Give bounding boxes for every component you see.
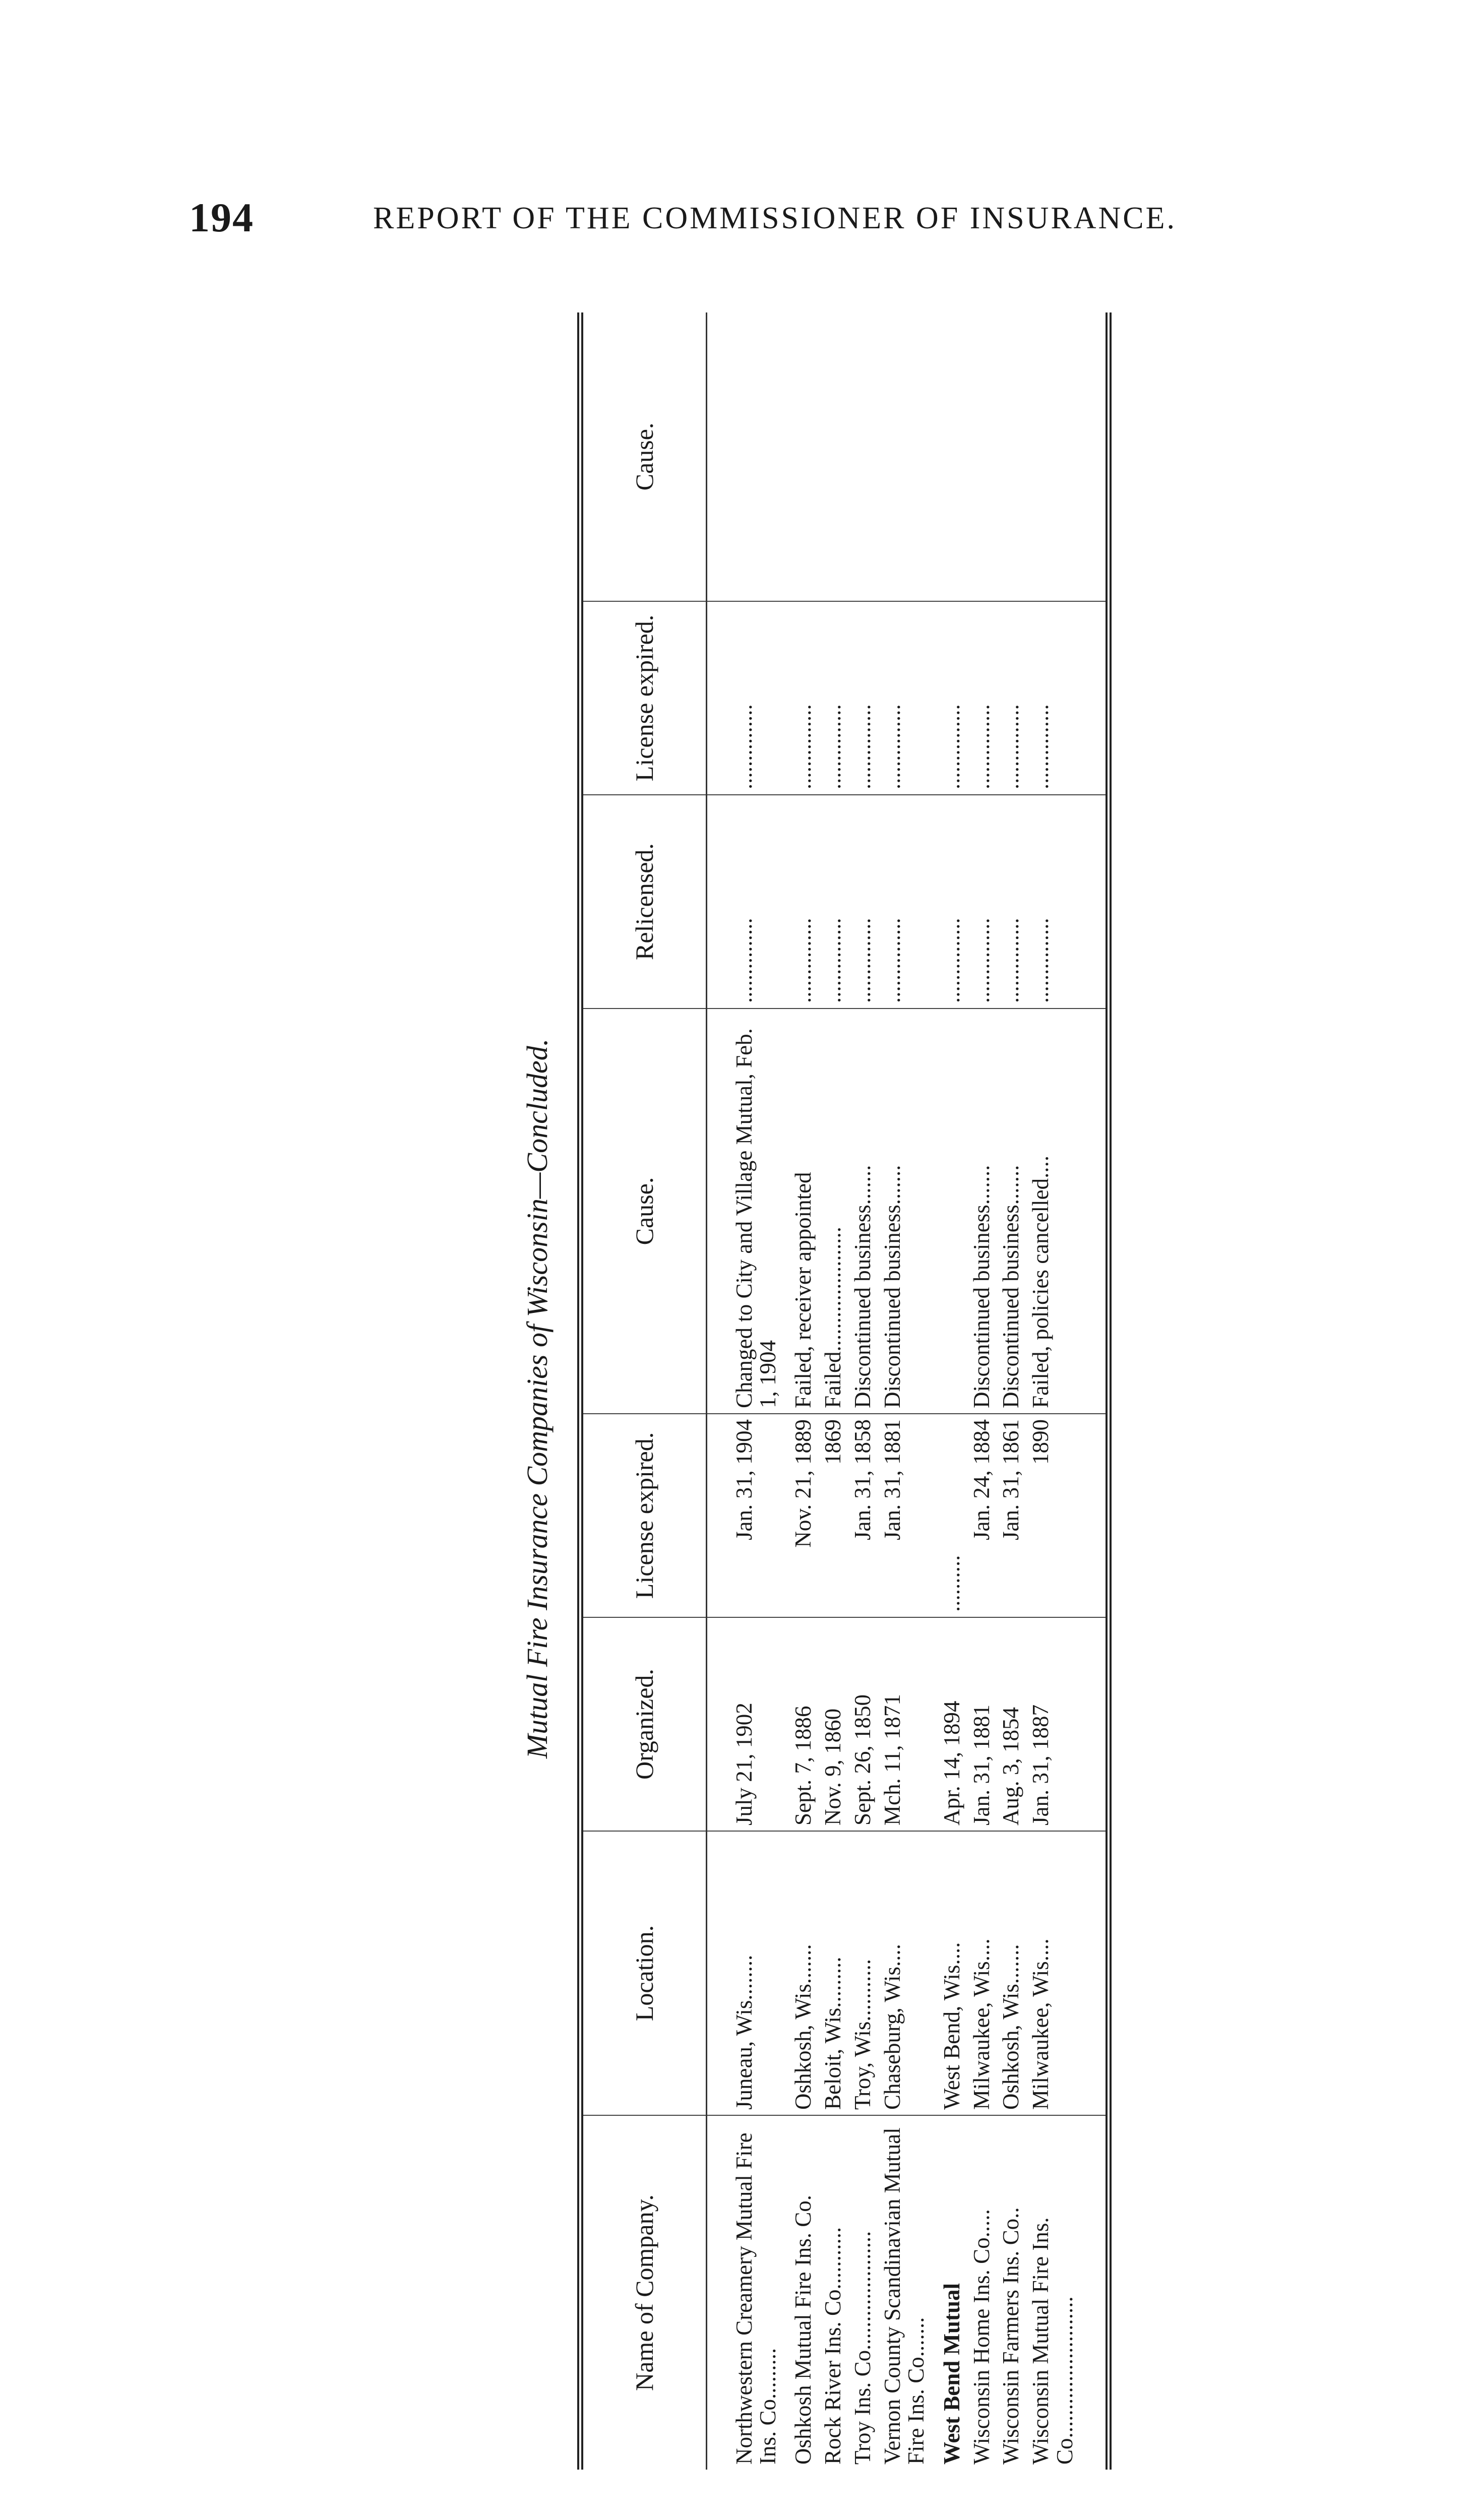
cell-cause-2 <box>999 312 1029 601</box>
table-row <box>999 312 1029 2470</box>
cell-cause-2 <box>732 312 792 601</box>
cell-expired: Jan. 24, 1884 <box>970 1414 1000 1617</box>
cell-name: Wisconsin Farmers Ins. Co.. <box>998 2207 1024 2465</box>
cell-relicensed: ............... <box>999 795 1029 1009</box>
cell-expired-2: ............... <box>999 601 1029 795</box>
rotated-table-block <box>521 328 1114 2470</box>
cell-cause: Discontinued business....... <box>851 1009 881 1414</box>
cell-location: Oshkosh, Wis....... <box>999 1831 1029 2115</box>
cell-organized: July 21, 1902 <box>732 1617 792 1831</box>
table-row <box>791 312 821 2470</box>
cell-cause: Discontinued business....... <box>970 1009 1000 1414</box>
cell-cause-2 <box>970 312 1000 601</box>
cell-expired-2: ............... <box>881 601 940 795</box>
col-location: Location. <box>580 1831 706 2115</box>
cell-relicensed: ............... <box>851 795 881 1009</box>
cell-relicensed: ............... <box>881 795 940 1009</box>
cell-cause: Failed, receiver appointed <box>791 1009 821 1414</box>
cell-expired-2: ............... <box>851 601 881 795</box>
running-title: REPORT OF THE COMMISSIONER OF INSURANCE. <box>373 201 1177 235</box>
cell-expired: Jan. 31, 1861 <box>999 1414 1029 1617</box>
cell-location: Oshkosh, Wis....... <box>791 1831 821 2115</box>
cell-expired-2: ............... <box>821 601 851 795</box>
cell-cause: Failed...................... <box>821 1009 851 1414</box>
cell-cause-2 <box>1029 312 1088 601</box>
col-cause-2: Cause. <box>580 312 706 601</box>
table-row <box>732 312 792 2470</box>
cell-name: Troy Ins. Co..................... <box>850 2231 876 2465</box>
cell-expired: 1890 <box>1029 1414 1088 1617</box>
table-spacer-row <box>706 312 732 2470</box>
cell-cause-2 <box>881 312 940 601</box>
cell-expired-2: ............... <box>1029 601 1088 795</box>
cell-relicensed: ............... <box>791 795 821 1009</box>
cell-cause: Discontinued business....... <box>999 1009 1029 1414</box>
cell-cause: Changed to City and Village Mutual, Feb. 1, 1904 <box>732 1009 792 1414</box>
cell-name: Oshkosh Mutual Fire Ins. Co. <box>790 2194 816 2465</box>
cell-expired: Jan. 31, 1858 <box>851 1414 881 1617</box>
cell-expired-2: ............... <box>791 601 821 795</box>
table-row <box>821 312 851 2470</box>
col-organized: Organized. <box>580 1617 706 1831</box>
col-relicensed: Relicensed. <box>580 795 706 1009</box>
cell-location: Juneau, Wis........ <box>732 1831 792 2115</box>
cell-organized: Sept. 7, 1886 <box>791 1617 821 1831</box>
cell-relicensed: ............... <box>821 795 851 1009</box>
col-cause: Cause. <box>580 1009 706 1414</box>
cell-name: Wisconsin Home Ins. Co..... <box>968 2209 994 2465</box>
page-number: 194 <box>189 195 254 240</box>
cell-name: Rock River Ins. Co........... <box>820 2227 846 2465</box>
cell-organized: Mch. 11, 1871 <box>881 1617 940 1831</box>
cell-relicensed: ............... <box>940 795 970 1009</box>
cell-cause-2 <box>821 312 851 601</box>
cell-cause-2 <box>940 312 970 601</box>
cell-location: West Bend, Wis.... <box>940 1831 970 2115</box>
cell-expired: Nov. 21, 1889 <box>791 1414 821 1617</box>
col-license-expired-2: License expired. <box>580 601 706 795</box>
cell-cause-2 <box>851 312 881 601</box>
cell-organized: Apr. 14, 1894 <box>940 1617 970 1831</box>
table-row <box>970 312 1000 2470</box>
cell-expired: .......... <box>940 1414 970 1617</box>
cell-relicensed: ............... <box>970 795 1000 1009</box>
cell-location: Milwaukee, Wis.... <box>970 1831 1000 2115</box>
cell-location: Troy, Wis........... <box>851 1831 881 2115</box>
cell-expired: Jan. 31, 1881 <box>881 1414 940 1617</box>
table-row <box>881 312 940 2470</box>
cell-cause: Failed, policies cancelled.... <box>1029 1009 1088 1414</box>
table-caption: Mutual Fire Insurance Companies of Wisconsin—Concluded. <box>521 1038 554 1759</box>
table-row <box>1029 312 1088 2470</box>
cell-expired: Jan. 31, 1904 <box>732 1414 792 1617</box>
cell-location: Chaseburg, Wis.... <box>881 1831 940 2115</box>
cell-organized: Jan. 31, 1887 <box>1029 1617 1088 1831</box>
cell-cause <box>940 1009 970 1414</box>
companies-table <box>577 312 1112 2470</box>
cell-cause-2 <box>791 312 821 601</box>
cell-location: Milwaukee, Wis.... <box>1029 1831 1088 2115</box>
cell-cause: Discontinued business....... <box>881 1009 940 1414</box>
cell-expired-2: ............... <box>940 601 970 795</box>
cell-name: Vernon County Scandinavian Mutual Fire Ins. Co....... <box>880 2127 929 2465</box>
cell-relicensed: ............... <box>1029 795 1088 1009</box>
cell-organized: Jan. 31, 1881 <box>970 1617 1000 1831</box>
cell-name: Northwestern Creamery Mutual Fire Ins. Co......... <box>731 2132 780 2465</box>
cell-organized: Sept. 26, 1850 <box>851 1617 881 1831</box>
cell-expired-2: ............... <box>732 601 792 795</box>
cell-organized: Nov. 9, 1860 <box>821 1617 851 1831</box>
cell-organized: Aug. 3, 1854 <box>999 1617 1029 1831</box>
cell-expired: 1869 <box>821 1414 851 1617</box>
cell-name: Wisconsin Mutual Fire Ins. Co......................... <box>1028 2217 1077 2465</box>
col-license-expired: License expired. <box>580 1414 706 1617</box>
table-row <box>940 312 970 2470</box>
table-fill-row <box>1088 312 1109 2470</box>
col-name: Name of Company. <box>580 2115 706 2470</box>
cell-expired-2: ............... <box>970 601 1000 795</box>
cell-name: West Bend Mutual <box>939 2283 964 2465</box>
table-header-row <box>580 312 706 2470</box>
table-row <box>851 312 881 2470</box>
cell-relicensed: ............... <box>732 795 792 1009</box>
cell-location: Beloit, Wis......... <box>821 1831 851 2115</box>
